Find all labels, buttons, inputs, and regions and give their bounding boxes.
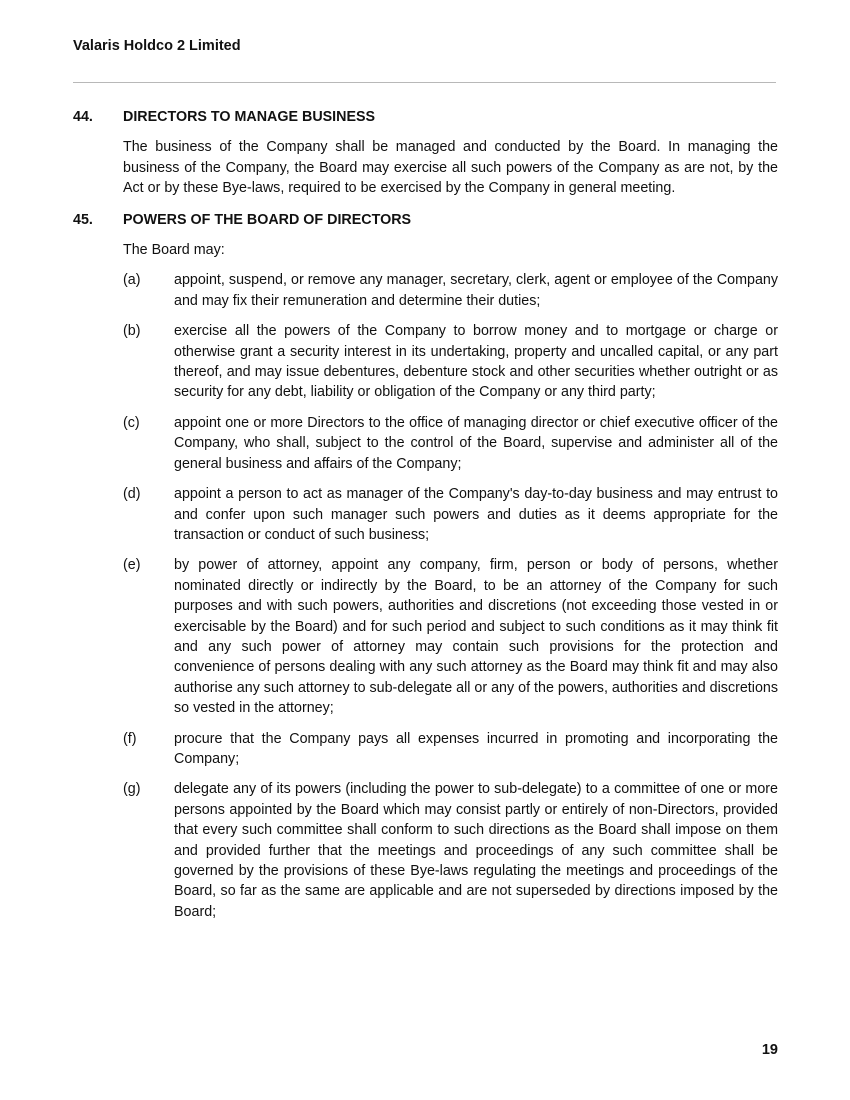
page-number: 19 bbox=[761, 1042, 778, 1058]
list-item bbox=[123, 555, 778, 718]
list-item-label: (f) bbox=[123, 730, 137, 747]
section-number: 44. bbox=[73, 109, 93, 125]
section-number: 45. bbox=[73, 211, 93, 228]
list-item bbox=[123, 484, 778, 545]
list-item-text: procure that the Company pays all expenses incurred in promoting and incorporating the Company; bbox=[174, 730, 778, 767]
list-item bbox=[123, 729, 778, 770]
list-item-text: appoint a person to act as manager of the Company's day-to-day business and may entrust to and confer upon such manager such powers and duties as it deems appropriate for the transaction or conduct of such business; bbox=[174, 486, 778, 543]
list-item-text: appoint one or more Directors to the office of managing director or chief executive officer of the Company, who shall, subject to the control of the Board, supervise and administer all of the general business and affairs of the Company; bbox=[174, 414, 778, 472]
list-item-label: (g) bbox=[123, 781, 141, 798]
list-item-text: exercise all the powers of the Company to borrow money and to mortgage or charge or otherwise grant a security interest in its undertaking, property and uncalled capital, or any part thereof, and may issue debentures, debenture stock and other securities whether outright or as security for any debt, liability or obligation of the Company or any third party; bbox=[174, 323, 778, 401]
list-item bbox=[123, 270, 778, 311]
list-item-label: (e) bbox=[123, 557, 141, 574]
list-item bbox=[123, 779, 778, 922]
document-header-company: Valaris Holdco 2 Limited bbox=[73, 38, 241, 54]
section-intro: The Board may: bbox=[123, 242, 225, 259]
section-heading bbox=[73, 107, 778, 127]
list-item bbox=[123, 413, 778, 474]
section-heading bbox=[73, 210, 778, 230]
section-title: POWERS OF THE BOARD OF DIRECTORS bbox=[123, 211, 412, 228]
header-divider bbox=[73, 82, 776, 83]
list-item-text: by power of attorney, appoint any company, firm, person or body of persons, whether nominated directly or indirectly by the Board, to be an attorney of the Company for such purposes and with such powers, authorities and discretions (not exceeding those vested in or exercisable by the Board) and for such period and subject to such conditions as it may think fit and any such power of attorney may contain such provisions for the protection and convenience of persons dealing with any such attorney as the Board may think fit and may also authorise any such attorney to sub-delegate all or any of the powers, authorities and discretions so vested in the attorney; bbox=[174, 557, 779, 717]
document-body bbox=[73, 107, 778, 932]
list-item-label: (b) bbox=[123, 323, 141, 340]
list-item-label: (d) bbox=[123, 486, 141, 503]
section-paragraph: The business of the Company shall be managed and conducted by the Board. In managing the business of the Company, the Board may exercise all such powers of the Company as are not, by the Act or by these Bye-laws, required to be exercised by the Company in general meeting. bbox=[123, 139, 778, 197]
section-44 bbox=[73, 107, 778, 199]
list-item bbox=[123, 321, 778, 403]
power-list bbox=[123, 270, 778, 922]
list-item-text: delegate any of its powers (including the power to sub-delegate) to a committee of one or more persons appointed by the Board which may consist partly or entirely of non-Directors, provided that every such committee shall conform to such directions as the Board shall impose on them and provided further that the meetings and proceedings of any such committee shall be governed by the provisions of these Bye-laws regulating the meetings and proceedings of the Board, so far as the same are applicable and are not superseded by directions imposed by the Board; bbox=[174, 781, 778, 920]
section-title: DIRECTORS TO MANAGE BUSINESS bbox=[123, 109, 376, 125]
list-item-label: (c) bbox=[123, 414, 140, 431]
section-45 bbox=[73, 210, 778, 923]
list-item-text: appoint, suspend, or remove any manager, secretary, clerk, agent or employee of the Company and may fix their remuneration and determine their duties; bbox=[174, 272, 778, 309]
list-item-label: (a) bbox=[123, 272, 141, 289]
